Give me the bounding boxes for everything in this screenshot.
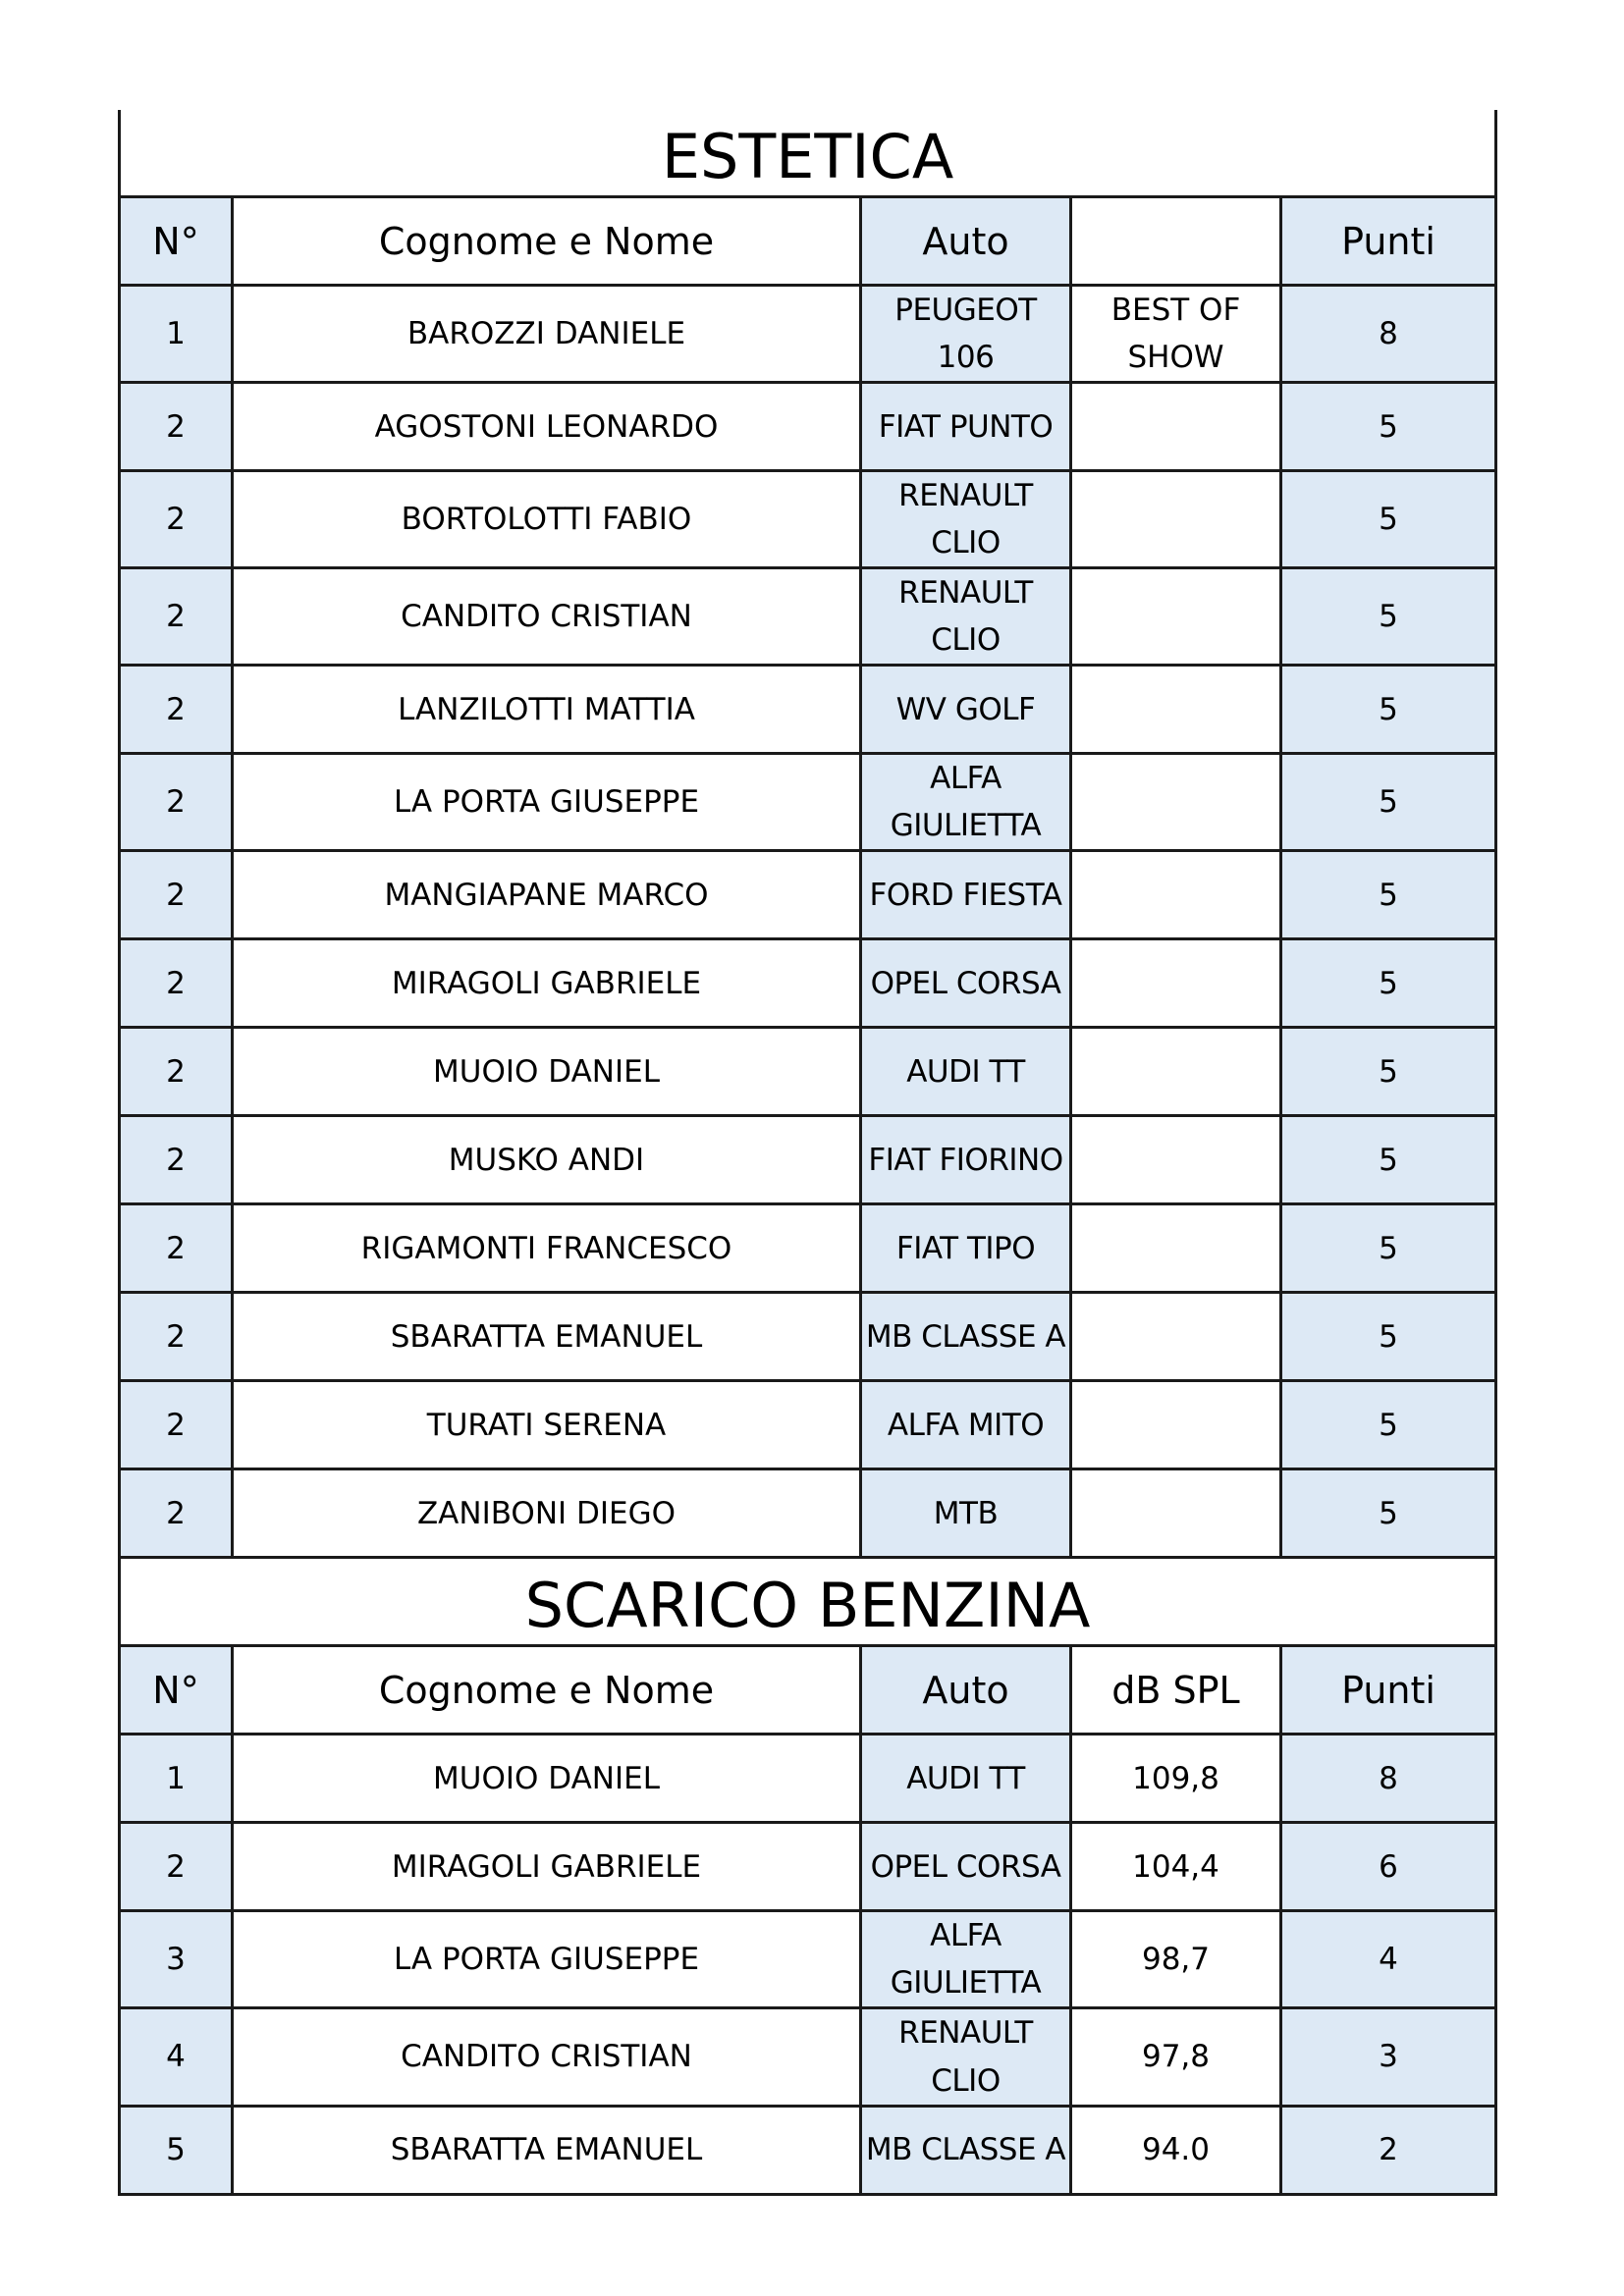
section-title-text: ESTETICA bbox=[661, 120, 954, 192]
cell-car: FIAT PUNTO bbox=[861, 383, 1071, 471]
table-row bbox=[120, 1469, 1496, 1558]
cell-name: CANDITO CRISTIAN bbox=[233, 568, 861, 666]
cell-points: 2 bbox=[1281, 2106, 1496, 2194]
cell-rank: 3 bbox=[120, 1911, 233, 2008]
section-title-text: SCARICO BENZINA bbox=[524, 1569, 1091, 1641]
header-number: N° bbox=[120, 197, 233, 286]
cell-car: FIAT TIPO bbox=[861, 1204, 1071, 1293]
cell-extra bbox=[1071, 1028, 1281, 1116]
cell-rank: 2 bbox=[120, 383, 233, 471]
cell-car: RENAULT CLIO bbox=[861, 471, 1071, 568]
results-sheet bbox=[118, 110, 1494, 2196]
table-row bbox=[120, 1028, 1496, 1116]
table-row bbox=[120, 754, 1496, 851]
table-row bbox=[120, 1735, 1496, 1823]
cell-name: AGOSTONI LEONARDO bbox=[233, 383, 861, 471]
cell-extra: 109,8 bbox=[1071, 1735, 1281, 1823]
header-points: Punti bbox=[1281, 1646, 1496, 1735]
cell-extra bbox=[1071, 666, 1281, 754]
cell-car: OPEL CORSA bbox=[861, 939, 1071, 1028]
cell-rank: 2 bbox=[120, 939, 233, 1028]
table-row bbox=[120, 471, 1496, 568]
header-car: Auto bbox=[861, 1646, 1071, 1735]
cell-points: 3 bbox=[1281, 2008, 1496, 2106]
cell-rank: 2 bbox=[120, 1028, 233, 1116]
estetica-table bbox=[118, 110, 1497, 1559]
cell-car: MTB bbox=[861, 1469, 1071, 1558]
section-title bbox=[120, 110, 1496, 197]
cell-rank: 2 bbox=[120, 851, 233, 939]
cell-extra bbox=[1071, 1116, 1281, 1204]
cell-car: RENAULT CLIO bbox=[861, 568, 1071, 666]
cell-name: MIRAGOLI GABRIELE bbox=[233, 939, 861, 1028]
table-row bbox=[120, 1116, 1496, 1204]
cell-name: SBARATTA EMANUEL bbox=[233, 2106, 861, 2194]
cell-extra: 97,8 bbox=[1071, 2008, 1281, 2106]
cell-extra bbox=[1071, 1381, 1281, 1469]
cell-rank: 2 bbox=[120, 1469, 233, 1558]
cell-name: MUOIO DANIEL bbox=[233, 1028, 861, 1116]
cell-car: RENAULT CLIO bbox=[861, 2008, 1071, 2106]
cell-name: RIGAMONTI FRANCESCO bbox=[233, 1204, 861, 1293]
table-row bbox=[120, 286, 1496, 383]
cell-rank: 2 bbox=[120, 1204, 233, 1293]
cell-points: 5 bbox=[1281, 1116, 1496, 1204]
table-row bbox=[120, 1381, 1496, 1469]
header-name: Cognome e Nome bbox=[233, 197, 861, 286]
cell-rank: 5 bbox=[120, 2106, 233, 2194]
header-car: Auto bbox=[861, 197, 1071, 286]
cell-points: 5 bbox=[1281, 851, 1496, 939]
cell-name: ZANIBONI DIEGO bbox=[233, 1469, 861, 1558]
cell-points: 6 bbox=[1281, 1823, 1496, 1911]
section-title-row bbox=[120, 1558, 1496, 1646]
cell-points: 5 bbox=[1281, 939, 1496, 1028]
cell-rank: 2 bbox=[120, 568, 233, 666]
cell-points: 5 bbox=[1281, 1204, 1496, 1293]
cell-rank: 2 bbox=[120, 471, 233, 568]
column-header-row bbox=[120, 197, 1496, 286]
header-extra: dB SPL bbox=[1071, 1646, 1281, 1735]
column-header-row bbox=[120, 1646, 1496, 1735]
cell-extra: 94.0 bbox=[1071, 2106, 1281, 2194]
cell-points: 8 bbox=[1281, 1735, 1496, 1823]
cell-car: ALFA MITO bbox=[861, 1381, 1071, 1469]
cell-points: 8 bbox=[1281, 286, 1496, 383]
cell-name: LA PORTA GIUSEPPE bbox=[233, 1911, 861, 2008]
cell-name: MIRAGOLI GABRIELE bbox=[233, 1823, 861, 1911]
cell-rank: 2 bbox=[120, 1116, 233, 1204]
cell-name: MANGIAPANE MARCO bbox=[233, 851, 861, 939]
header-number: N° bbox=[120, 1646, 233, 1735]
cell-name: LA PORTA GIUSEPPE bbox=[233, 754, 861, 851]
cell-car: AUDI TT bbox=[861, 1735, 1071, 1823]
cell-name: BAROZZI DANIELE bbox=[233, 286, 861, 383]
cell-car: PEUGEOT 106 bbox=[861, 286, 1071, 383]
cell-car: AUDI TT bbox=[861, 1028, 1071, 1116]
cell-extra bbox=[1071, 568, 1281, 666]
cell-points: 5 bbox=[1281, 754, 1496, 851]
cell-points: 5 bbox=[1281, 383, 1496, 471]
table-row bbox=[120, 939, 1496, 1028]
cell-name: MUOIO DANIEL bbox=[233, 1735, 861, 1823]
cell-car: FIAT FIORINO bbox=[861, 1116, 1071, 1204]
cell-points: 5 bbox=[1281, 1293, 1496, 1381]
table-row bbox=[120, 1204, 1496, 1293]
cell-points: 5 bbox=[1281, 666, 1496, 754]
cell-name: BORTOLOTTI FABIO bbox=[233, 471, 861, 568]
cell-extra: BEST OF SHOW bbox=[1071, 286, 1281, 383]
cell-extra bbox=[1071, 1204, 1281, 1293]
cell-extra: 104,4 bbox=[1071, 1823, 1281, 1911]
cell-car: WV GOLF bbox=[861, 666, 1071, 754]
cell-name: TURATI SERENA bbox=[233, 1381, 861, 1469]
cell-car: OPEL CORSA bbox=[861, 1823, 1071, 1911]
cell-rank: 1 bbox=[120, 286, 233, 383]
cell-extra bbox=[1071, 383, 1281, 471]
cell-points: 5 bbox=[1281, 1381, 1496, 1469]
cell-rank: 2 bbox=[120, 1293, 233, 1381]
cell-rank: 2 bbox=[120, 666, 233, 754]
cell-rank: 2 bbox=[120, 754, 233, 851]
cell-points: 5 bbox=[1281, 1469, 1496, 1558]
cell-car: ALFA GIULIETTA bbox=[861, 754, 1071, 851]
cell-name: CANDITO CRISTIAN bbox=[233, 2008, 861, 2106]
table-row bbox=[120, 568, 1496, 666]
cell-rank: 1 bbox=[120, 1735, 233, 1823]
cell-extra bbox=[1071, 1469, 1281, 1558]
cell-extra bbox=[1071, 851, 1281, 939]
cell-name: LANZILOTTI MATTIA bbox=[233, 666, 861, 754]
section-title bbox=[120, 1558, 1496, 1646]
table-row bbox=[120, 2008, 1496, 2106]
table-row bbox=[120, 1293, 1496, 1381]
cell-points: 4 bbox=[1281, 1911, 1496, 2008]
cell-extra: 98,7 bbox=[1071, 1911, 1281, 2008]
table-row bbox=[120, 666, 1496, 754]
table-row bbox=[120, 2106, 1496, 2194]
cell-extra bbox=[1071, 754, 1281, 851]
cell-car: ALFA GIULIETTA bbox=[861, 1911, 1071, 2008]
header-name: Cognome e Nome bbox=[233, 1646, 861, 1735]
header-points: Punti bbox=[1281, 197, 1496, 286]
cell-car: MB CLASSE A bbox=[861, 2106, 1071, 2194]
cell-rank: 2 bbox=[120, 1823, 233, 1911]
scarico-benzina-table bbox=[118, 1556, 1497, 2195]
cell-points: 5 bbox=[1281, 568, 1496, 666]
table-row bbox=[120, 1911, 1496, 2008]
cell-rank: 2 bbox=[120, 1381, 233, 1469]
cell-extra bbox=[1071, 471, 1281, 568]
section-title-row bbox=[120, 110, 1496, 197]
table-row bbox=[120, 383, 1496, 471]
cell-name: MUSKO ANDI bbox=[233, 1116, 861, 1204]
table-row bbox=[120, 851, 1496, 939]
cell-name: SBARATTA EMANUEL bbox=[233, 1293, 861, 1381]
header-extra bbox=[1071, 197, 1281, 286]
cell-car: FORD FIESTA bbox=[861, 851, 1071, 939]
cell-car: MB CLASSE A bbox=[861, 1293, 1071, 1381]
cell-extra bbox=[1071, 1293, 1281, 1381]
cell-points: 5 bbox=[1281, 1028, 1496, 1116]
table-row bbox=[120, 1823, 1496, 1911]
cell-rank: 4 bbox=[120, 2008, 233, 2106]
cell-extra bbox=[1071, 939, 1281, 1028]
cell-points: 5 bbox=[1281, 471, 1496, 568]
